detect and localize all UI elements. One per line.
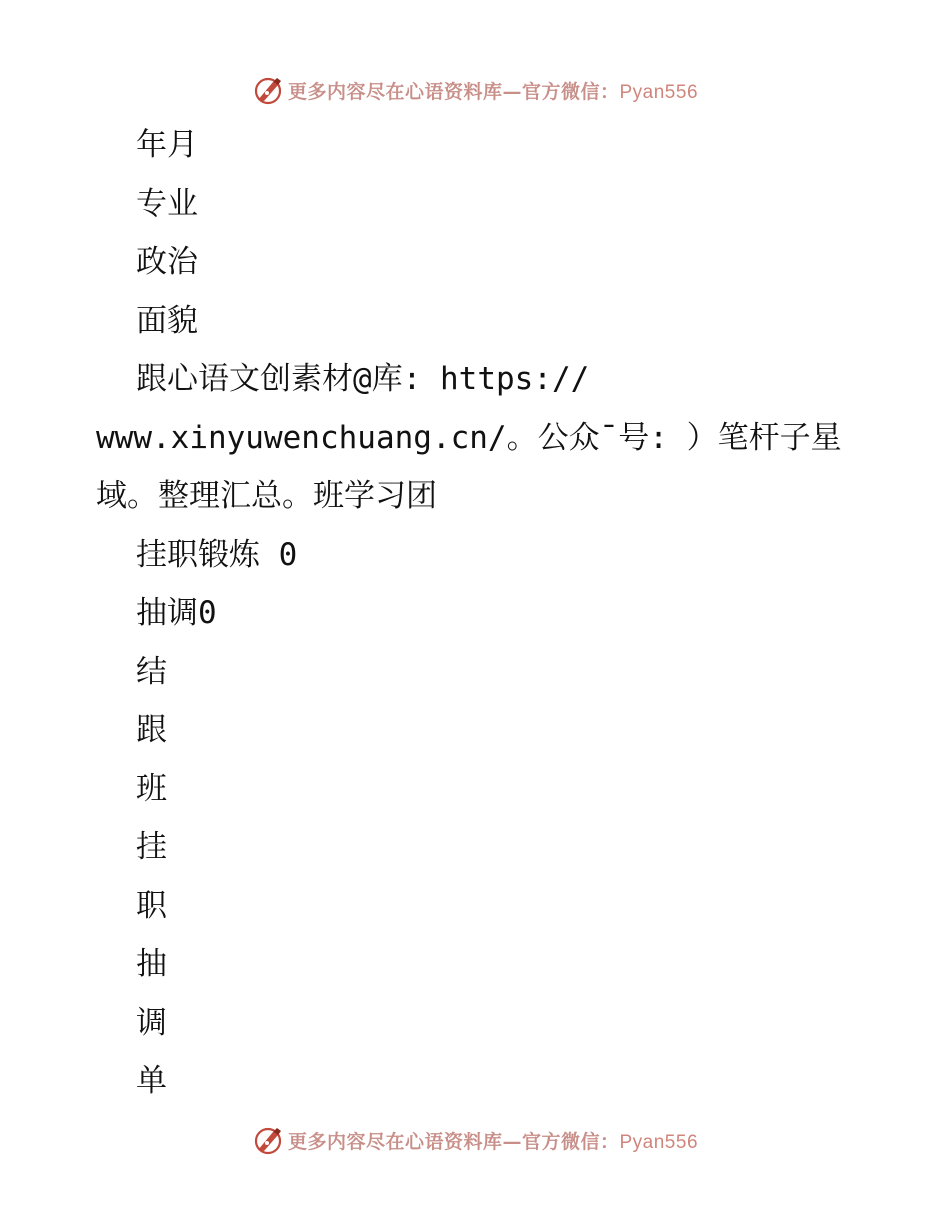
banner-text: 更多内容尽在心语资料库—官方微信：Pyan556 bbox=[287, 80, 699, 103]
text-line: 域。整理汇总。班学习团 bbox=[96, 478, 437, 514]
text-line: 单 bbox=[136, 1063, 167, 1099]
banner-text: 更多内容尽在心语资料库—官方微信：Pyan556 bbox=[287, 1130, 699, 1153]
text-line: 职 bbox=[136, 887, 167, 924]
text-line: 抽调0 bbox=[136, 595, 217, 631]
text-line: 结 bbox=[136, 653, 167, 690]
text-line: 调 bbox=[136, 1004, 167, 1041]
document-body bbox=[96, 116, 856, 1111]
text-line: 挂职锻炼 0 bbox=[136, 536, 298, 573]
footer-watermark-banner bbox=[0, 1120, 950, 1160]
text-line: www.xinyuwenchuang.cn/。公众¯号: ）笔杆子星 bbox=[96, 419, 842, 456]
text-line: 抽 bbox=[136, 946, 167, 982]
text-line: 年月 bbox=[136, 127, 198, 163]
header-watermark-banner bbox=[0, 70, 950, 110]
text-line: 班 bbox=[136, 770, 167, 807]
pen-nib-circle-icon bbox=[252, 74, 284, 106]
text-line: 政治 bbox=[136, 244, 198, 280]
text-line: 挂 bbox=[136, 829, 167, 865]
text-line: 跟 bbox=[136, 712, 167, 748]
text-line: 专业 bbox=[136, 185, 198, 222]
text-line: 面貌 bbox=[136, 302, 198, 339]
pen-nib-circle-icon bbox=[252, 1124, 284, 1156]
text-line: 跟心语文创素材@库: https:// bbox=[136, 361, 590, 397]
